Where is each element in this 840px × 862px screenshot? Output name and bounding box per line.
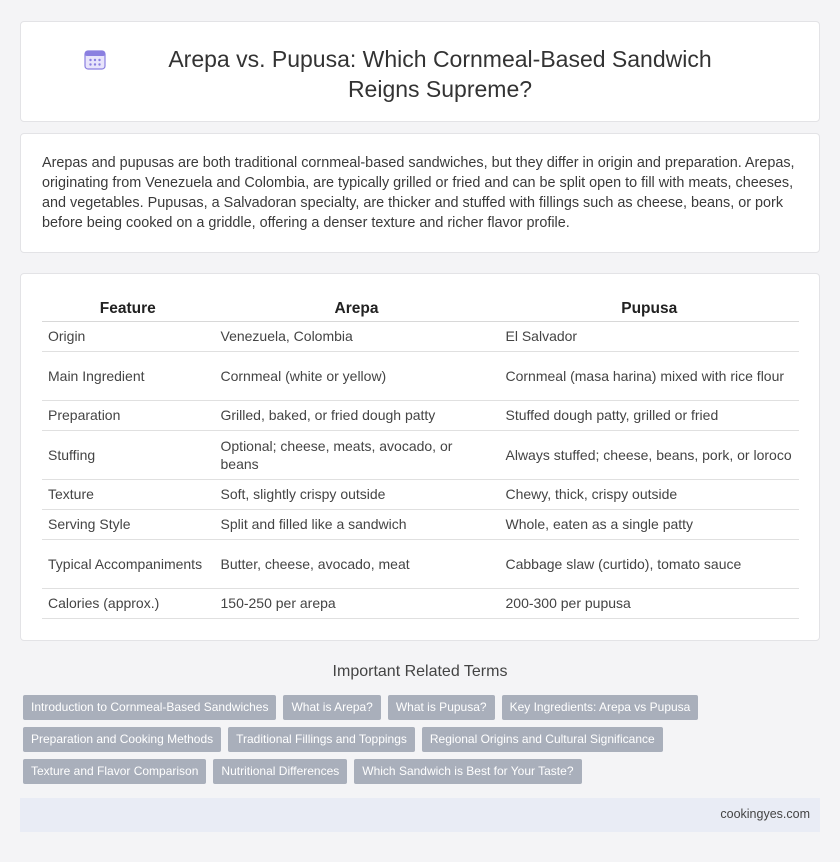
table-cell: Main Ingredient bbox=[42, 351, 214, 400]
related-term-tag[interactable]: Nutritional Differences bbox=[213, 759, 347, 784]
footer bbox=[20, 798, 820, 832]
comparison-table-card bbox=[20, 273, 820, 641]
table-cell: 150-250 per arepa bbox=[214, 588, 499, 618]
table-row bbox=[42, 509, 799, 539]
table-cell: Butter, cheese, avocado, meat bbox=[214, 539, 499, 588]
table-row bbox=[42, 321, 799, 351]
table-row bbox=[42, 539, 799, 588]
table-cell: Grilled, baked, or fried dough patty bbox=[214, 400, 499, 430]
table-row bbox=[42, 400, 799, 430]
table-cell: Always stuffed; cheese, beans, pork, or loroco bbox=[499, 430, 799, 479]
table-cell: Chewy, thick, crispy outside bbox=[499, 479, 799, 509]
table-cell: Texture bbox=[42, 479, 214, 509]
related-term-tag[interactable]: Texture and Flavor Comparison bbox=[23, 759, 206, 784]
related-term-tag[interactable]: What is Pupusa? bbox=[388, 695, 495, 720]
table-cell: Cornmeal (white or yellow) bbox=[214, 351, 499, 400]
table-cell: Cornmeal (masa harina) mixed with rice flour bbox=[499, 351, 799, 400]
related-term-tag[interactable]: Which Sandwich is Best for Your Taste? bbox=[354, 759, 581, 784]
related-term-tag[interactable]: Key Ingredients: Arepa vs Pupusa bbox=[502, 695, 699, 720]
intro-paragraph: Arepas and pupusas are both traditional cornmeal-based sandwiches, but they differ in origin and preparation. Arepas, originating from Venezuela and Colombia, are typically grilled or fried and can be split open to fill with meats, cheeses, and vegetables. Pupusas, a Salvadoran specialty, are thicker and stuffed with fillings such as cheese, beans, or pork before being cooked on a griddle, offering a denser texture and richer flavor profile. bbox=[42, 155, 795, 231]
table-cell: Typical Accompaniments bbox=[42, 539, 214, 588]
table-cell: Whole, eaten as a single patty bbox=[499, 509, 799, 539]
table-row bbox=[42, 351, 799, 400]
column-header-arepa: Arepa bbox=[214, 296, 499, 321]
table-cell: Cabbage slaw (curtido), tomato sauce bbox=[499, 539, 799, 588]
related-terms-heading: Important Related Terms bbox=[332, 663, 508, 680]
table-row bbox=[42, 430, 799, 479]
table-row bbox=[42, 588, 799, 618]
table-cell: Optional; cheese, meats, avocado, or beans bbox=[214, 430, 499, 479]
table-cell: Calories (approx.) bbox=[42, 588, 214, 618]
table-cell: Origin bbox=[42, 321, 214, 351]
page-title: Arepa vs. Pupusa: Which Cornmeal-Based Sandwich Reigns Supreme? bbox=[168, 46, 712, 102]
table-cell: Split and filled like a sandwich bbox=[214, 509, 499, 539]
related-term-tag[interactable]: Traditional Fillings and Toppings bbox=[228, 727, 415, 752]
related-terms-list bbox=[23, 695, 813, 791]
table-cell: Soft, slightly crispy outside bbox=[214, 479, 499, 509]
footer-site-link[interactable]: cookingyes.com bbox=[720, 807, 810, 821]
title-card bbox=[20, 21, 820, 122]
table-cell: Stuffed dough patty, grilled or fried bbox=[499, 400, 799, 430]
column-header-pupusa: Pupusa bbox=[499, 296, 799, 321]
table-cell: Stuffing bbox=[42, 430, 214, 479]
related-term-tag[interactable]: Preparation and Cooking Methods bbox=[23, 727, 221, 752]
table-cell: El Salvador bbox=[499, 321, 799, 351]
related-term-tag[interactable]: Regional Origins and Cultural Significance bbox=[422, 727, 663, 752]
related-term-tag[interactable]: What is Arepa? bbox=[283, 695, 380, 720]
related-term-tag[interactable]: Introduction to Cornmeal-Based Sandwiches bbox=[23, 695, 276, 720]
table-cell: Serving Style bbox=[42, 509, 214, 539]
intro-card bbox=[20, 133, 820, 253]
comparison-table bbox=[42, 296, 799, 619]
table-cell: Preparation bbox=[42, 400, 214, 430]
table-row bbox=[42, 479, 799, 509]
column-header-feature: Feature bbox=[42, 296, 214, 321]
table-cell: 200-300 per pupusa bbox=[499, 588, 799, 618]
table-cell: Venezuela, Colombia bbox=[214, 321, 499, 351]
table-header-row bbox=[42, 296, 799, 321]
